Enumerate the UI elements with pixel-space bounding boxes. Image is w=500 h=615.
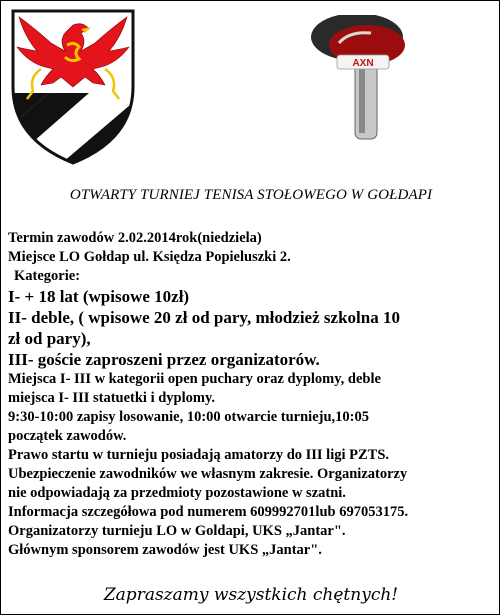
text-line: Głównym sponsorem zawodów jest UKS „Jantar". xyxy=(8,542,322,558)
text-line: nie odpowiadają za przedmioty pozostawione w szatni. xyxy=(8,485,346,501)
text-line: Miejsca I- III w kategorii open puchary oraz dyplomy, deble xyxy=(8,371,381,387)
text-line: Prawo startu w turnieju posiadają amatorzy do III ligi PZTS. xyxy=(8,447,390,463)
category-line: II- deble, ( wpisowe 20 zł od pary, młodzież szkolna 10 xyxy=(8,308,400,327)
paddle-logo: AXN xyxy=(352,58,374,69)
table-tennis-paddle-icon xyxy=(309,15,419,145)
text-line: miejsca I- III statuetki i dyplomy. xyxy=(8,390,216,406)
text-line: Informacja szczegółowa pod numerem 609992701lub 697053175. xyxy=(8,504,409,520)
category-line: I- + 18 lat (wpisowe 10zł) xyxy=(8,287,190,306)
text-line: Kategorie: xyxy=(14,268,81,284)
page-title: OTWARTY TURNIEJ TENISA STOŁOWEGO W GOŁDAPI xyxy=(69,187,433,203)
announcement-body xyxy=(8,229,494,560)
closing-invitation: Zapraszamy wszystkich chętnych! xyxy=(103,585,399,605)
text-line: Ubezpieczenie zawodników we własnym zakresie. Organizatorzy xyxy=(8,466,408,482)
coat-of-arms-icon xyxy=(9,7,137,167)
category-line: III- goście zaproszeni przez organizatorów. xyxy=(8,350,320,369)
text-line: Termin zawodów 2.02.2014rok(niedziela) xyxy=(8,230,262,246)
text-line: Organizatorzy turnieju LO w Goldapi, UKS „Jantar". xyxy=(8,523,346,539)
text-line: początek zawodów. xyxy=(8,428,127,444)
category-line: zł od pary), xyxy=(8,329,91,348)
text-line: 9:30-10:00 zapisy losowanie, 10:00 otwarcie turnieju,10:05 xyxy=(8,409,369,425)
text-line: Miejsce LO Gołdap ul. Księdza Popieluszki 2. xyxy=(8,249,291,265)
